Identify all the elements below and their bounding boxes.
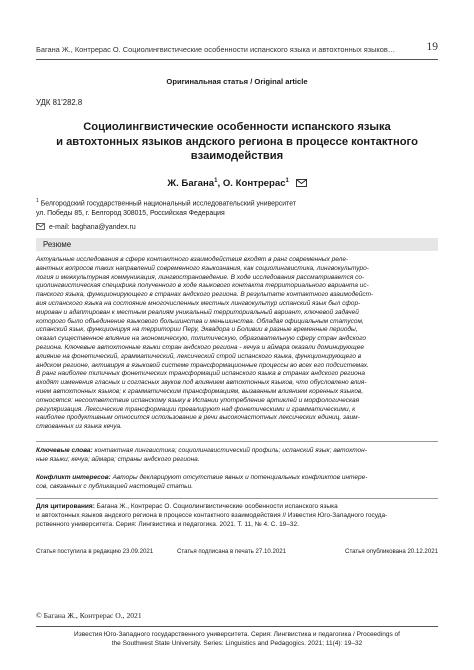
affiliation-marker: 1 (285, 178, 289, 184)
abstract-line: вия испанского языка на состояние многочисленных местных лингвокультур испанский язык был сфор- (36, 299, 361, 307)
keywords-block (36, 447, 438, 465)
affiliation-address: ул. Победы 85, г. Белгород 308015, Российская Федерация (36, 209, 225, 217)
section-divider (36, 441, 438, 442)
affiliation (36, 197, 438, 218)
abstract-line: В ранг наиболее типичных фонетических трансформаций испанского языка в странах андского региона (36, 370, 365, 378)
abstract-line: испанский язык, функционируя на территории Перу, Эквадора и Боливии в разные временные периоды, (36, 326, 358, 334)
citation-text: Багана Ж., Контрерас О. Социолингвистические особенности испанского языка (94, 503, 338, 510)
abstract-line: региона. Ключевые автохтонные языки стран андского региона - кечуа и аймара оказали доминирующее (36, 343, 364, 351)
envelope-icon (36, 223, 45, 232)
email-address[interactable]: e-mail: baghana@yandex.ru (49, 224, 136, 231)
conflict-label: Конфликт интересов: (36, 474, 111, 481)
abstract-line: циолингвистическая специфика полученного в ходе языкового контакта территориального варианта ис- (36, 282, 369, 290)
abstract-line: которого было объединение языкового большинства и меньшинства. Обладая официальным статусом, (36, 317, 364, 325)
article-type: Оригинальная статья / Original article (166, 77, 308, 86)
conflict-text: Авторы декларируют отсутствие явных и потенциальных конфликтов интере- (110, 474, 368, 481)
running-head (36, 41, 438, 56)
keywords-label: Ключевые слова: (36, 447, 93, 454)
author-name: Ж. Багана (167, 178, 215, 190)
abstract-line: относятся: несоответствие испанскому языку в Испании употребление артиклей и морфологическая (36, 396, 360, 404)
citation-block (36, 503, 438, 529)
abstract-line: вантных вопросов таких направлений современного языкознания, как социолингвистика, лингвокультуро- (36, 264, 369, 272)
abstract-line: ствованных из языка кечуа. (36, 423, 122, 431)
title-line: взаимодействия (190, 150, 284, 163)
abstract-line: Актуальные исследования в сфере контактного взаимодействия входят в ранг современных реле- (36, 256, 349, 263)
abstract-line: входят изменения гласных и согласных звуков под влиянием автохтонных языков, что обусловлено влия- (36, 379, 367, 387)
copyright: © Багана Ж., Контрерас О., 2021 (36, 611, 142, 620)
running-head-text: Багана Ж., Контрерас О. Социолингвистические особенности испанского языка и автохтонных языков… (36, 45, 396, 54)
abstract-line: нием автохтонных языков; к грамматическим трансформациям, вызванным влиянием коренных языков, (36, 387, 364, 395)
article-title (36, 120, 438, 164)
abstract-line: панского языка, функционирующего в странах андского региона. В результате контактного взаимодейст- (36, 291, 374, 299)
keywords-text: контактная лингвистика; социолингвистический профиль; испанский язык; автохтон- (92, 447, 367, 454)
article-dates (36, 548, 438, 558)
abstract-line: регуляризация. Лексические трансформации превалируют над фонетическими и грамматическими, к (36, 405, 356, 413)
citation-text: рственного университета. Серия: Лингвистика и педагогика. 2021. Т. 11, № 4. С. 19–32. (36, 520, 299, 528)
abstract-text (36, 256, 438, 432)
title-line: и автохтонных языков андского региона в процессе контактного (56, 135, 418, 148)
abstract-line: наиболее продуктивным относится использование в речи высокочастотных лексических единиц, заим- (36, 414, 360, 422)
page-number: 19 (426, 41, 438, 53)
citation-text: и автохтонных языков андского региона в процессе контактного взаимодействия // Известия Юго-Западного госуда- (36, 511, 388, 519)
footer-line: Известия Юго-Западного государственного университета. Серия: Лингвистика и педагогика / Proceedings of (74, 631, 400, 638)
abstract-heading-bar (36, 238, 438, 251)
author-name: О. Контрерас (222, 178, 286, 190)
footer-rule (36, 626, 438, 627)
abstract-heading: Резюме (43, 240, 72, 249)
affiliation-marker: 1 (214, 178, 218, 184)
title-line: Социолингвистические особенности испанского языка (83, 121, 391, 133)
keywords-text: ные языки; кечуа; аймара; страны андского региона. (36, 455, 200, 463)
udk-code: УДК 81'282.8 (36, 98, 83, 107)
abstract-line: влияние на фонетический, грамматический, лексический строй испанского языка, функционирующего в (36, 352, 362, 360)
section-divider (36, 498, 438, 499)
date-accepted: Статья подписана в печать 27.10.2021 (177, 548, 287, 555)
footer-line: the Southwest State University. Series: Linguistics and Pedagogics. 2021; 11(4): 19–32 (111, 639, 363, 647)
date-received: Статья поступила в редакцию 23.09.2021 (36, 548, 154, 555)
conflict-text: сов, связанных с публикацией настоящей статьи. (36, 482, 194, 490)
abstract-line: оказал существенное влияние на экономическую, политическую, образовательную сферу стран андского (36, 335, 367, 343)
affiliation-org: Белгородский государственный национальный исследовательский университет (40, 200, 296, 208)
envelope-icon[interactable] (296, 179, 307, 190)
date-published: Статья опубликована 20.12.2021 (345, 548, 438, 555)
abstract-line: логия и межкультурная коммуникация, лингвострановедение. В ходе исследования рассматривается со- (36, 273, 365, 281)
affiliation-marker: 1 (36, 198, 39, 204)
conflict-block (36, 474, 438, 492)
abstract-line: андском регионе, активируя в языковой системе трансформационные процессы во всех его подсистемах. (36, 361, 369, 369)
header-rule (36, 59, 438, 60)
abstract-line: мирован и адаптирован к местным реалиям уникальный территориальный вариант, ключевой задачей (36, 308, 359, 316)
citation-label: Для цитирования: (36, 503, 95, 510)
authors-line (36, 178, 438, 190)
email-line (36, 223, 136, 232)
journal-footer (36, 631, 438, 648)
author-separator: , (217, 178, 223, 190)
